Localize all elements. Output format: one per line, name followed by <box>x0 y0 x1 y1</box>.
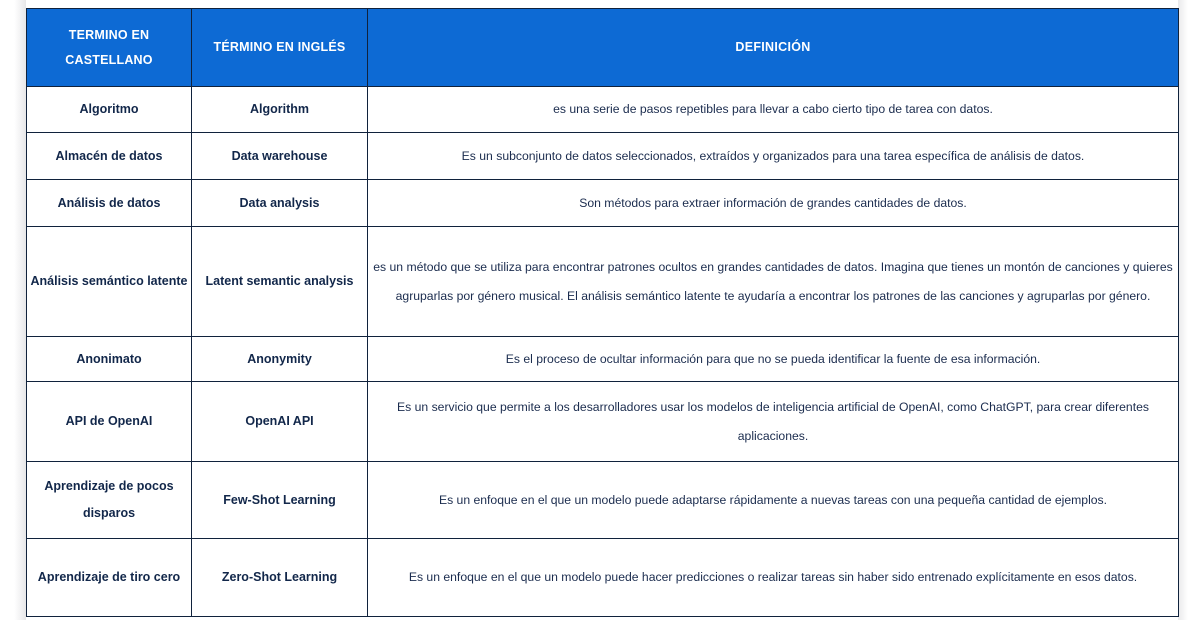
cell-english-term: Few-Shot Learning <box>192 462 368 539</box>
table-body <box>27 87 1179 617</box>
cell-spanish-term: Anonimato <box>27 337 192 382</box>
table-row <box>27 133 1179 180</box>
table-row <box>27 87 1179 133</box>
cell-definition: es un método que se utiliza para encontrar patrones ocultos en grandes cantidades de datos. Imagina que tienes un montón de canciones y quieres agruparlas por género musical. El análisis semántico latente te ayudaría a encontrar los patrones de las canciones y agruparlas por género. <box>368 227 1179 337</box>
cell-definition: Es un servicio que permite a los desarrolladores usar los modelos de inteligencia artificial de OpenAI, como ChatGPT, para crear diferentes aplicaciones. <box>368 382 1179 462</box>
cell-english-term: Zero-Shot Learning <box>192 539 368 617</box>
cell-spanish-term: API de OpenAI <box>27 382 192 462</box>
table-header <box>27 9 1179 87</box>
column-header-english-term: TÉRMINO EN INGLÉS <box>192 9 368 87</box>
cell-spanish-term: Aprendizaje de tiro cero <box>27 539 192 617</box>
cell-spanish-term: Análisis semántico latente <box>27 227 192 337</box>
table-row <box>27 539 1179 617</box>
cell-definition: es una serie de pasos repetibles para llevar a cabo cierto tipo de tarea con datos. <box>368 87 1179 133</box>
cell-spanish-term: Análisis de datos <box>27 180 192 227</box>
cell-english-term: Latent semantic analysis <box>192 227 368 337</box>
cell-spanish-term: Almacén de datos <box>27 133 192 180</box>
cell-english-term: Data warehouse <box>192 133 368 180</box>
table-row <box>27 227 1179 337</box>
cell-definition: Es un enfoque en el que un modelo puede hacer predicciones o realizar tareas sin haber sido entrenado explícitamente en esos datos. <box>368 539 1179 617</box>
page-right-shadow-gutter <box>1178 0 1200 620</box>
page-left-shadow-gutter <box>0 0 26 620</box>
cell-english-term: Data analysis <box>192 180 368 227</box>
cell-english-term: OpenAI API <box>192 382 368 462</box>
glossary-table-container <box>26 8 1178 617</box>
table-row <box>27 462 1179 539</box>
table-row <box>27 382 1179 462</box>
table-row <box>27 337 1179 382</box>
cell-english-term: Algorithm <box>192 87 368 133</box>
cell-spanish-term: Aprendizaje de pocos disparos <box>27 462 192 539</box>
cell-definition: Es un enfoque en el que un modelo puede adaptarse rápidamente a nuevas tareas con una pequeña cantidad de ejemplos. <box>368 462 1179 539</box>
table-header-row <box>27 9 1179 87</box>
glossary-table <box>26 8 1179 617</box>
cell-spanish-term: Algoritmo <box>27 87 192 133</box>
column-header-spanish-term: TERMINO EN CASTELLANO <box>27 9 192 87</box>
column-header-definition: DEFINICIÓN <box>368 9 1179 87</box>
table-row <box>27 180 1179 227</box>
cell-definition: Son métodos para extraer información de grandes cantidades de datos. <box>368 180 1179 227</box>
cell-english-term: Anonymity <box>192 337 368 382</box>
cell-definition: Es un subconjunto de datos seleccionados, extraídos y organizados para una tarea específica de análisis de datos. <box>368 133 1179 180</box>
cell-definition: Es el proceso de ocultar información para que no se pueda identificar la fuente de esa información. <box>368 337 1179 382</box>
